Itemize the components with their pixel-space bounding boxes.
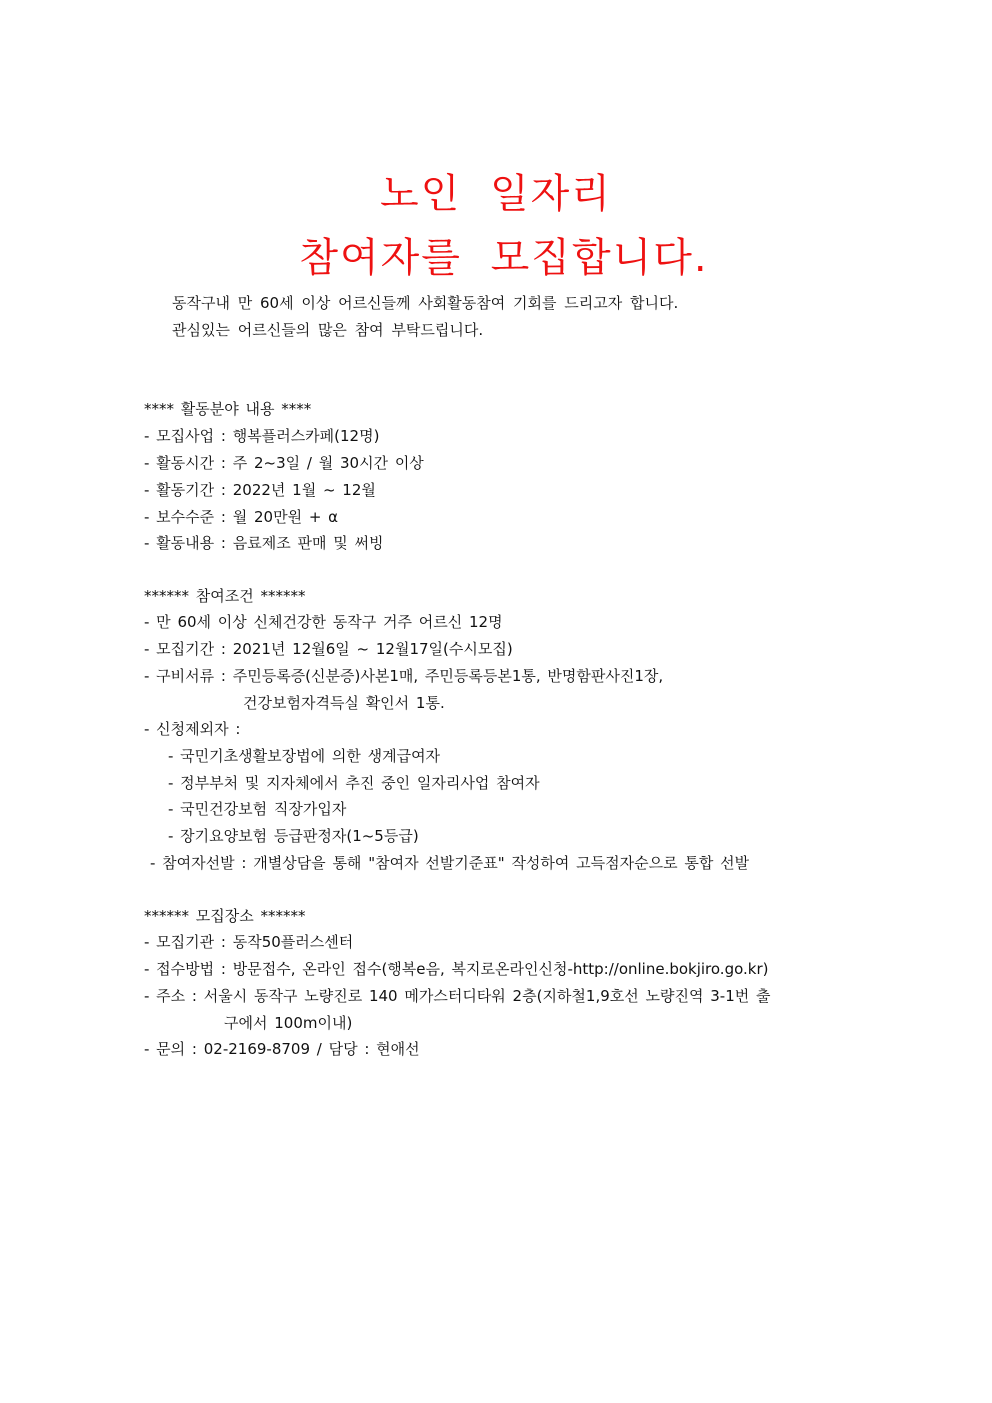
location-contact: - 문의 : 02-2169-8709 / 담당 : 현애선: [144, 1040, 420, 1058]
location-method: - 접수방법 : 방문접수, 온라인 접수(행복e음, 복지로온라인신청-http://online.bokjiro.go.kr): [144, 960, 769, 978]
activity-item: - 모집사업 : 행복플러스카페(12명): [144, 427, 380, 445]
location-address-cont: 구에서 100m이내): [224, 1014, 353, 1032]
conditions-period: - 모집기간 : 2021년 12월6일 ~ 12월17일(수시모집): [144, 640, 513, 658]
location-heading: ****** 모집장소 ******: [144, 907, 306, 925]
exclusion-item: - 정부부처 및 지자체에서 추진 중인 일자리사업 참여자: [168, 774, 540, 792]
activity-item: - 활동내용 : 음료제조 판매 및 써빙: [144, 534, 384, 552]
title-line-1: 노인 일자리: [380, 171, 612, 217]
exclusion-item: - 장기요양보험 등급판정자(1~5등급): [168, 827, 419, 845]
exclusion-item: - 국민기초생활보장법에 의한 생계급여자: [168, 747, 441, 765]
exclusions-label: - 신청제외자 :: [144, 720, 241, 738]
conditions-selection: - 참여자선발 : 개별상담을 통해 "참여자 선발기준표" 작성하여 고득점자순으로 통합 선발: [150, 854, 750, 872]
activity-item: - 활동기간 : 2022년 1월 ~ 12월: [144, 481, 376, 499]
location-agency: - 모집기관 : 동작50플러스센터: [144, 933, 354, 951]
intro-line-2: 관심있는 어르신들의 많은 참여 부탁드립니다.: [172, 321, 484, 339]
title-line-2: 참여자를 모집합니다.: [299, 235, 709, 281]
location-address: - 주소 : 서울시 동작구 노량진로 140 메가스터디타워 2층(지하철1,9호선 노량진역 3-1번 출: [144, 987, 771, 1005]
activity-item: - 보수수준 : 월 20만원 + α: [144, 508, 339, 526]
conditions-heading: ****** 참여조건 ******: [144, 587, 306, 605]
conditions-documents: - 구비서류 : 주민등록증(신분증)사본1매, 주민등록등본1통, 반명함판사진1장,: [144, 667, 664, 685]
conditions-documents-cont: 건강보험자격득실 확인서 1통.: [243, 694, 445, 712]
exclusion-item: - 국민건강보험 직장가입자: [168, 800, 347, 818]
conditions-eligibility: - 만 60세 이상 신체건강한 동작구 거주 어르신 12명: [144, 613, 503, 631]
activity-heading: **** 활동분야 내용 ****: [144, 400, 312, 418]
intro-line-1: 동작구내 만 60세 이상 어르신들께 사회활동참여 기회를 드리고자 합니다.: [172, 294, 679, 312]
activity-item: - 활동시간 : 주 2~3일 / 월 30시간 이상: [144, 454, 424, 472]
